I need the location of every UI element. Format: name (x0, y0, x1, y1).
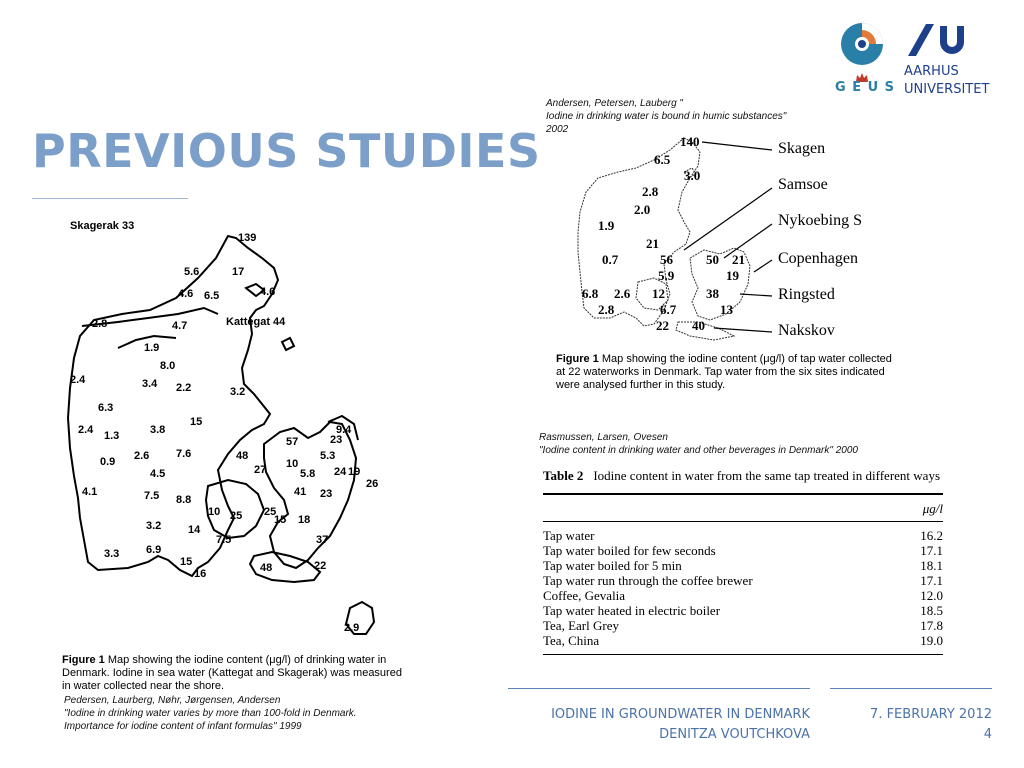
table-label: Table 2 (543, 468, 584, 483)
table-cell-value: 17.1 (920, 572, 943, 588)
right-map-value: 50 (706, 252, 719, 267)
left-figure-caption (62, 654, 410, 693)
left-map-value: 7.5 (216, 534, 232, 546)
table-row (543, 618, 943, 633)
right-figure-caption (556, 353, 896, 392)
footer-author: DENITZA VOUTCHKOVA (659, 727, 810, 742)
left-map-value: 5.3 (320, 450, 336, 462)
table-row (543, 558, 943, 573)
left-map-value: 15 (180, 556, 193, 568)
left-map-value: 48 (236, 450, 249, 462)
table-cell-item: Tea, China (543, 632, 600, 648)
left-map-value: 5.8 (300, 468, 316, 480)
footer-rule-right (830, 688, 992, 689)
table-cell-item: Tap water run through the coffee brewer (543, 572, 753, 588)
aarhus-line1: AARHUS (904, 64, 959, 79)
table-cell-value: 18.1 (920, 557, 943, 573)
right-map-value: 2.8 (642, 184, 659, 199)
table-row (543, 633, 943, 648)
right-map-value: 2.6 (614, 286, 631, 301)
table-cell-item: Tap water boiled for 5 min (543, 557, 682, 573)
aarhus-emblem-icon (906, 22, 974, 58)
map-label-skagerak: Skagerak 33 (70, 220, 135, 232)
left-citation (64, 694, 357, 733)
table-cell-item: Tap water (543, 527, 595, 543)
left-map-value: 19 (348, 466, 361, 478)
aarhus-line2: UNIVERSITET (904, 82, 990, 97)
table-row (543, 573, 943, 588)
title-underline (32, 198, 188, 199)
right-citation-line: Iodine in drinking water is bound in humic substances" (546, 111, 787, 122)
right-map-value: 2.8 (598, 302, 615, 317)
footer-page-number: 4 (983, 727, 992, 742)
left-map-value: 23 (330, 434, 343, 446)
table-caption-text: Iodine content in water from the same tap treated in different ways (593, 468, 941, 483)
footer-date: 7. FEBRUARY 2012 (870, 707, 992, 722)
right-map-value: 21 (646, 236, 659, 251)
table-cell-item: Coffee, Gevalia (543, 587, 626, 603)
left-map-value: 23 (320, 488, 333, 500)
left-map-value: 22 (314, 560, 327, 572)
left-map-value: 10 (286, 458, 299, 470)
right-citation-line: Andersen, Petersen, Lauberg " (546, 98, 683, 109)
left-map-value: 1.9 (144, 342, 160, 354)
right-map-value: 5.9 (658, 268, 675, 283)
left-map-value: 2.9 (344, 622, 360, 634)
city-label-copenhagen: Copenhagen (778, 250, 858, 267)
table-unit-header: μg/l (922, 500, 943, 516)
left-map-value: 0.9 (100, 456, 116, 468)
table-row (543, 603, 943, 618)
left-map-value: 2.4 (70, 374, 86, 386)
city-label-skagen: Skagen (778, 140, 826, 157)
aarhus-logo (906, 22, 974, 63)
left-citation-line: Pedersen, Laurberg, Nøhr, Jørgensen, Andersen (64, 695, 281, 706)
left-map-value: 6.5 (204, 290, 220, 302)
right-map-value: 6.5 (654, 152, 671, 167)
left-map-value: 16 (194, 568, 207, 580)
right-map-value: 140 (680, 134, 700, 149)
left-map-value: 27 (254, 464, 267, 476)
left-map-value: 24 (334, 466, 347, 478)
right-map-value: 19 (726, 268, 739, 283)
table-cell-value: 12.0 (920, 587, 943, 603)
left-map-value: 5.6 (184, 266, 200, 278)
left-map-value: 17 (232, 266, 245, 278)
table-cell-value: 17.8 (920, 617, 943, 633)
city-label-nakskov: Nakskov (778, 322, 835, 339)
right-map-value: 13 (720, 302, 733, 317)
right-citation-line: 2002 (546, 124, 569, 135)
left-map-value: 15 (274, 514, 287, 526)
slide-title: PREVIOUS STUDIES (32, 124, 541, 178)
left-map-value: 3.3 (104, 548, 120, 560)
left-caption-text: Map showing the iodine content (μg/l) of drinking water in Denmark. Iodine in sea water (Kattegat and Skagerak) was measured in water collected near the shore. (62, 654, 402, 692)
geus-wordmark: G E U S (835, 80, 896, 95)
city-leader-lines (574, 132, 874, 342)
right-map-value: 0.7 (602, 252, 619, 267)
city-label-ringsted: Ringsted (778, 286, 835, 303)
table-citation (539, 431, 858, 457)
left-map-value: 2.2 (176, 382, 192, 394)
left-map-value: 7.5 (144, 490, 160, 502)
right-map-value: 6.7 (660, 302, 677, 317)
left-map-value: 2.8 (92, 318, 108, 330)
left-map-value: 57 (286, 436, 299, 448)
table-cell-value: 18.5 (920, 602, 943, 618)
left-map-value: 1.3 (104, 430, 120, 442)
right-map-value: 6.8 (582, 286, 599, 301)
left-map-value: 6.9 (146, 544, 162, 556)
left-map-value: 3.8 (150, 424, 166, 436)
right-map-figure (574, 132, 874, 342)
table-cell-item: Tap water heated in electric boiler (543, 602, 721, 618)
left-map-value: 7.6 (176, 448, 192, 460)
left-map-value: 4.6 (178, 288, 194, 300)
right-caption-text: Map showing the iodine content (μg/l) of tap water collected at 22 waterworks in Denmark. Tap water from the six sites indicated were analysed further in this study. (556, 353, 892, 391)
left-map-value: 9.4 (336, 424, 352, 436)
left-map-value: 10 (208, 506, 221, 518)
right-caption-label: Figure 1 (556, 353, 599, 365)
left-map-value: 4.1 (82, 486, 98, 498)
left-map-value: 48 (260, 562, 273, 574)
right-map-value: 38 (706, 286, 719, 301)
left-map-value: 4.6 (260, 286, 276, 298)
left-map-value: 139 (238, 232, 257, 244)
left-map-value: 41 (294, 486, 307, 498)
left-map-figure (58, 218, 418, 648)
table-row (543, 528, 943, 543)
table-bottom-rule (543, 654, 943, 656)
right-map-citation (546, 97, 786, 136)
left-citation-line: Importance for iodine content of infant formulas" 1999 (64, 721, 302, 732)
left-map-value: 2.4 (78, 424, 94, 436)
geus-emblem-icon (836, 18, 892, 74)
table-cell-value: 19.0 (920, 632, 943, 648)
left-map-value: 2.6 (134, 450, 150, 462)
table-body (543, 522, 943, 654)
left-map-value: 8.8 (176, 494, 192, 506)
right-map-value: 2.0 (634, 202, 651, 217)
table-caption (543, 468, 943, 483)
right-map-value: 22 (656, 318, 669, 333)
left-map-value: 26 (366, 478, 379, 490)
right-map-value: 40 (692, 318, 705, 333)
left-map-value: 3.4 (142, 378, 158, 390)
right-map-value: 1.9 (598, 218, 615, 233)
city-label-nykoebing: Nykoebing S (778, 212, 862, 229)
left-map-value: 4.7 (172, 320, 188, 332)
right-map-value: 12 (652, 286, 665, 301)
left-map-value: 3.2 (230, 386, 246, 398)
table-cell-item: Tea, Earl Grey (543, 617, 619, 633)
footer-rule-left (508, 688, 810, 689)
left-caption-label: Figure 1 (62, 654, 105, 666)
left-map-value: 37 (316, 534, 329, 546)
table-row (543, 543, 943, 558)
right-map-value: 3.0 (684, 168, 701, 183)
left-map-value: 25 (230, 510, 243, 522)
city-label-samsoe: Samsoe (778, 176, 828, 193)
left-map-value: 8.0 (160, 360, 176, 372)
left-map-value: 3.2 (146, 520, 162, 532)
left-map-value: 6.3 (98, 402, 114, 414)
table-cell-value: 16.2 (920, 527, 943, 543)
left-map-value: 18 (298, 514, 311, 526)
right-map-value: 21 (732, 252, 745, 267)
map-label-kattegat: Kattegat 44 (226, 316, 286, 328)
table-cell-item: Tap water boiled for few seconds (543, 542, 716, 558)
table-row (543, 588, 943, 603)
left-map-value: 4.5 (150, 468, 166, 480)
right-map-value: 56 (660, 252, 673, 267)
iodine-table (543, 468, 943, 655)
left-map-value: 15 (190, 416, 203, 428)
left-citation-line: "Iodine in drinking water varies by more than 100-fold in Denmark. (64, 708, 357, 719)
left-map-value: 25 (264, 506, 277, 518)
footer-topic: IODINE IN GROUNDWATER IN DENMARK (551, 707, 810, 722)
table-cell-value: 17.1 (920, 542, 943, 558)
table-citation-line: Rasmussen, Larsen, Ovesen (539, 432, 668, 443)
table-citation-line: "Iodine content in drinking water and other beverages in Denmark" 2000 (539, 445, 858, 456)
left-map-value: 14 (188, 524, 201, 536)
